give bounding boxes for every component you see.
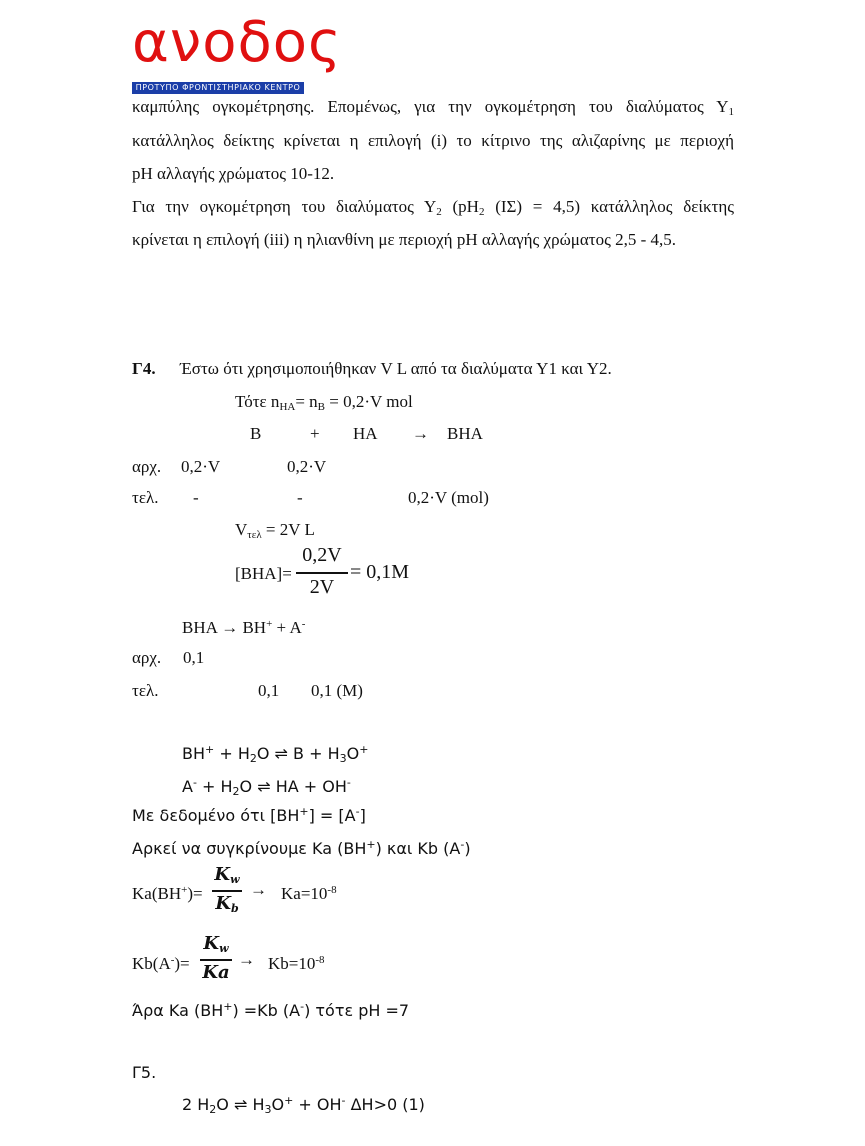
section-label-g4: Γ4.: [132, 359, 156, 378]
reaction-arrow: →: [412, 424, 429, 443]
fraction-bar: [296, 572, 348, 574]
equilibrium-a: $A^- + H_2O$ ⇌ HA + OH-: [182, 776, 351, 798]
reaction-plus: +: [310, 424, 320, 443]
end-value: 0,2·V (mol): [408, 488, 489, 507]
ka-fraction: [212, 864, 242, 918]
conclusion: Άρα Ka (BH+) =Kb (A-) τότε pH =7: [132, 1000, 410, 1020]
end-label: τελ.: [132, 488, 159, 507]
intro-line-3: pH αλλαγής χρώματος 10-12.: [132, 164, 335, 183]
intro-line-2: κατάλληλος δείκτης κρίνεται η επιλογή (i) το κίτρινο της αλιζαρίνης με περιοχή: [132, 131, 734, 150]
logo-brand: ανοδος: [132, 10, 342, 75]
total-volume: $V_{\tau\varepsilon\lambda} = 2V$ L: [235, 520, 315, 541]
section-label-g5: Γ5.: [132, 1063, 157, 1082]
kb-result: $Kb=10^{-8}$: [268, 954, 325, 973]
diss-end-value-2: 0,1 (M): [311, 681, 363, 700]
conc-fraction: [296, 543, 348, 599]
fraction-bar: [212, 890, 242, 892]
end-dash-1: -: [193, 488, 199, 507]
kb-denominator: Ka: [202, 962, 230, 983]
compare-statement: Αρκεί να συγκρίνουμε Ka (BH+) και Kb (A-): [132, 838, 471, 858]
conc-numerator: 0,2V: [302, 544, 342, 566]
given-statement: Με δεδομένο ότι [BH+] = [A-]: [132, 805, 366, 825]
kb-arrow: →: [238, 950, 255, 969]
fraction-bar: [200, 959, 232, 961]
ka-arrow: →: [250, 880, 267, 899]
ka-result: $Ka=10^{-8}$: [281, 884, 337, 903]
start-value-1: 0,2·V: [181, 457, 221, 476]
conc-denominator: 2V: [309, 576, 335, 598]
water-autoionization: 2 $H_2O$ ⇌ $H_3O^+ + OH^-$ ΔH>0 (1): [182, 1094, 425, 1116]
conc-label: [BHA]=: [235, 564, 292, 583]
intro-line-1: καμπύλης ογκομέτρησης. Επομένως, για την ογκομέτρηση του διαλύματος $\Upsilon_1$: [132, 97, 734, 118]
kb-label: Kb(A-)=: [132, 954, 190, 973]
reaction-b: B: [250, 424, 262, 443]
g4-intro: Έστω ότι χρησιμοποιήθηκαν V L από τα διαλύματα Υ1 και Υ2.: [180, 359, 612, 378]
kb-fraction: [200, 933, 232, 987]
equilibrium-bh: $BH^+ + H_2O$ ⇌ $B + H_3O^+$: [182, 743, 369, 765]
end-dash-2: -: [297, 488, 303, 507]
intro-line-4: Για την ογκομέτρηση του διαλύματος $\Upsilon_2$ ($pH_2$ (ΙΣ) = 4,5) κατάλληλος δείκτης: [132, 197, 734, 218]
intro-line-5: κρίνεται η επιλογή (iii) η ηλιανθίνη με περιοχή pH αλλαγής χρώματος 2,5 - 4,5.: [132, 230, 676, 249]
conc-result: = 0,1M: [350, 561, 410, 583]
logo: [132, 10, 342, 96]
dissociation-equation: BHA → BH+ + A-: [182, 618, 306, 637]
start-value-2: 0,2·V: [287, 457, 327, 476]
diss-start-value: 0,1: [183, 648, 205, 667]
ka-label: Ka(BH+)=: [132, 884, 203, 903]
diss-start-label: αρχ.: [132, 648, 162, 667]
diss-end-label: τελ.: [132, 681, 159, 700]
kb-numerator: $K_w$: [203, 933, 229, 955]
ka-numerator: $K_w$: [214, 864, 240, 886]
g4-moles: Τότε $n_{HA}= n_B = 0,2\cdot V$ mol: [235, 392, 413, 413]
ka-denominator: $K_b$: [215, 893, 239, 915]
start-label: αρχ.: [132, 457, 162, 476]
logo-tagline: ΠΡΟΤΥΠΟ ΦΡΟΝΤΙΣΤΗΡΙΑΚΟ ΚΕΝΤΡΟ: [132, 82, 304, 94]
reaction-ha: HA: [353, 424, 378, 443]
diss-end-value-1: 0,1: [258, 681, 280, 700]
reaction-bha: BHA: [447, 424, 483, 443]
